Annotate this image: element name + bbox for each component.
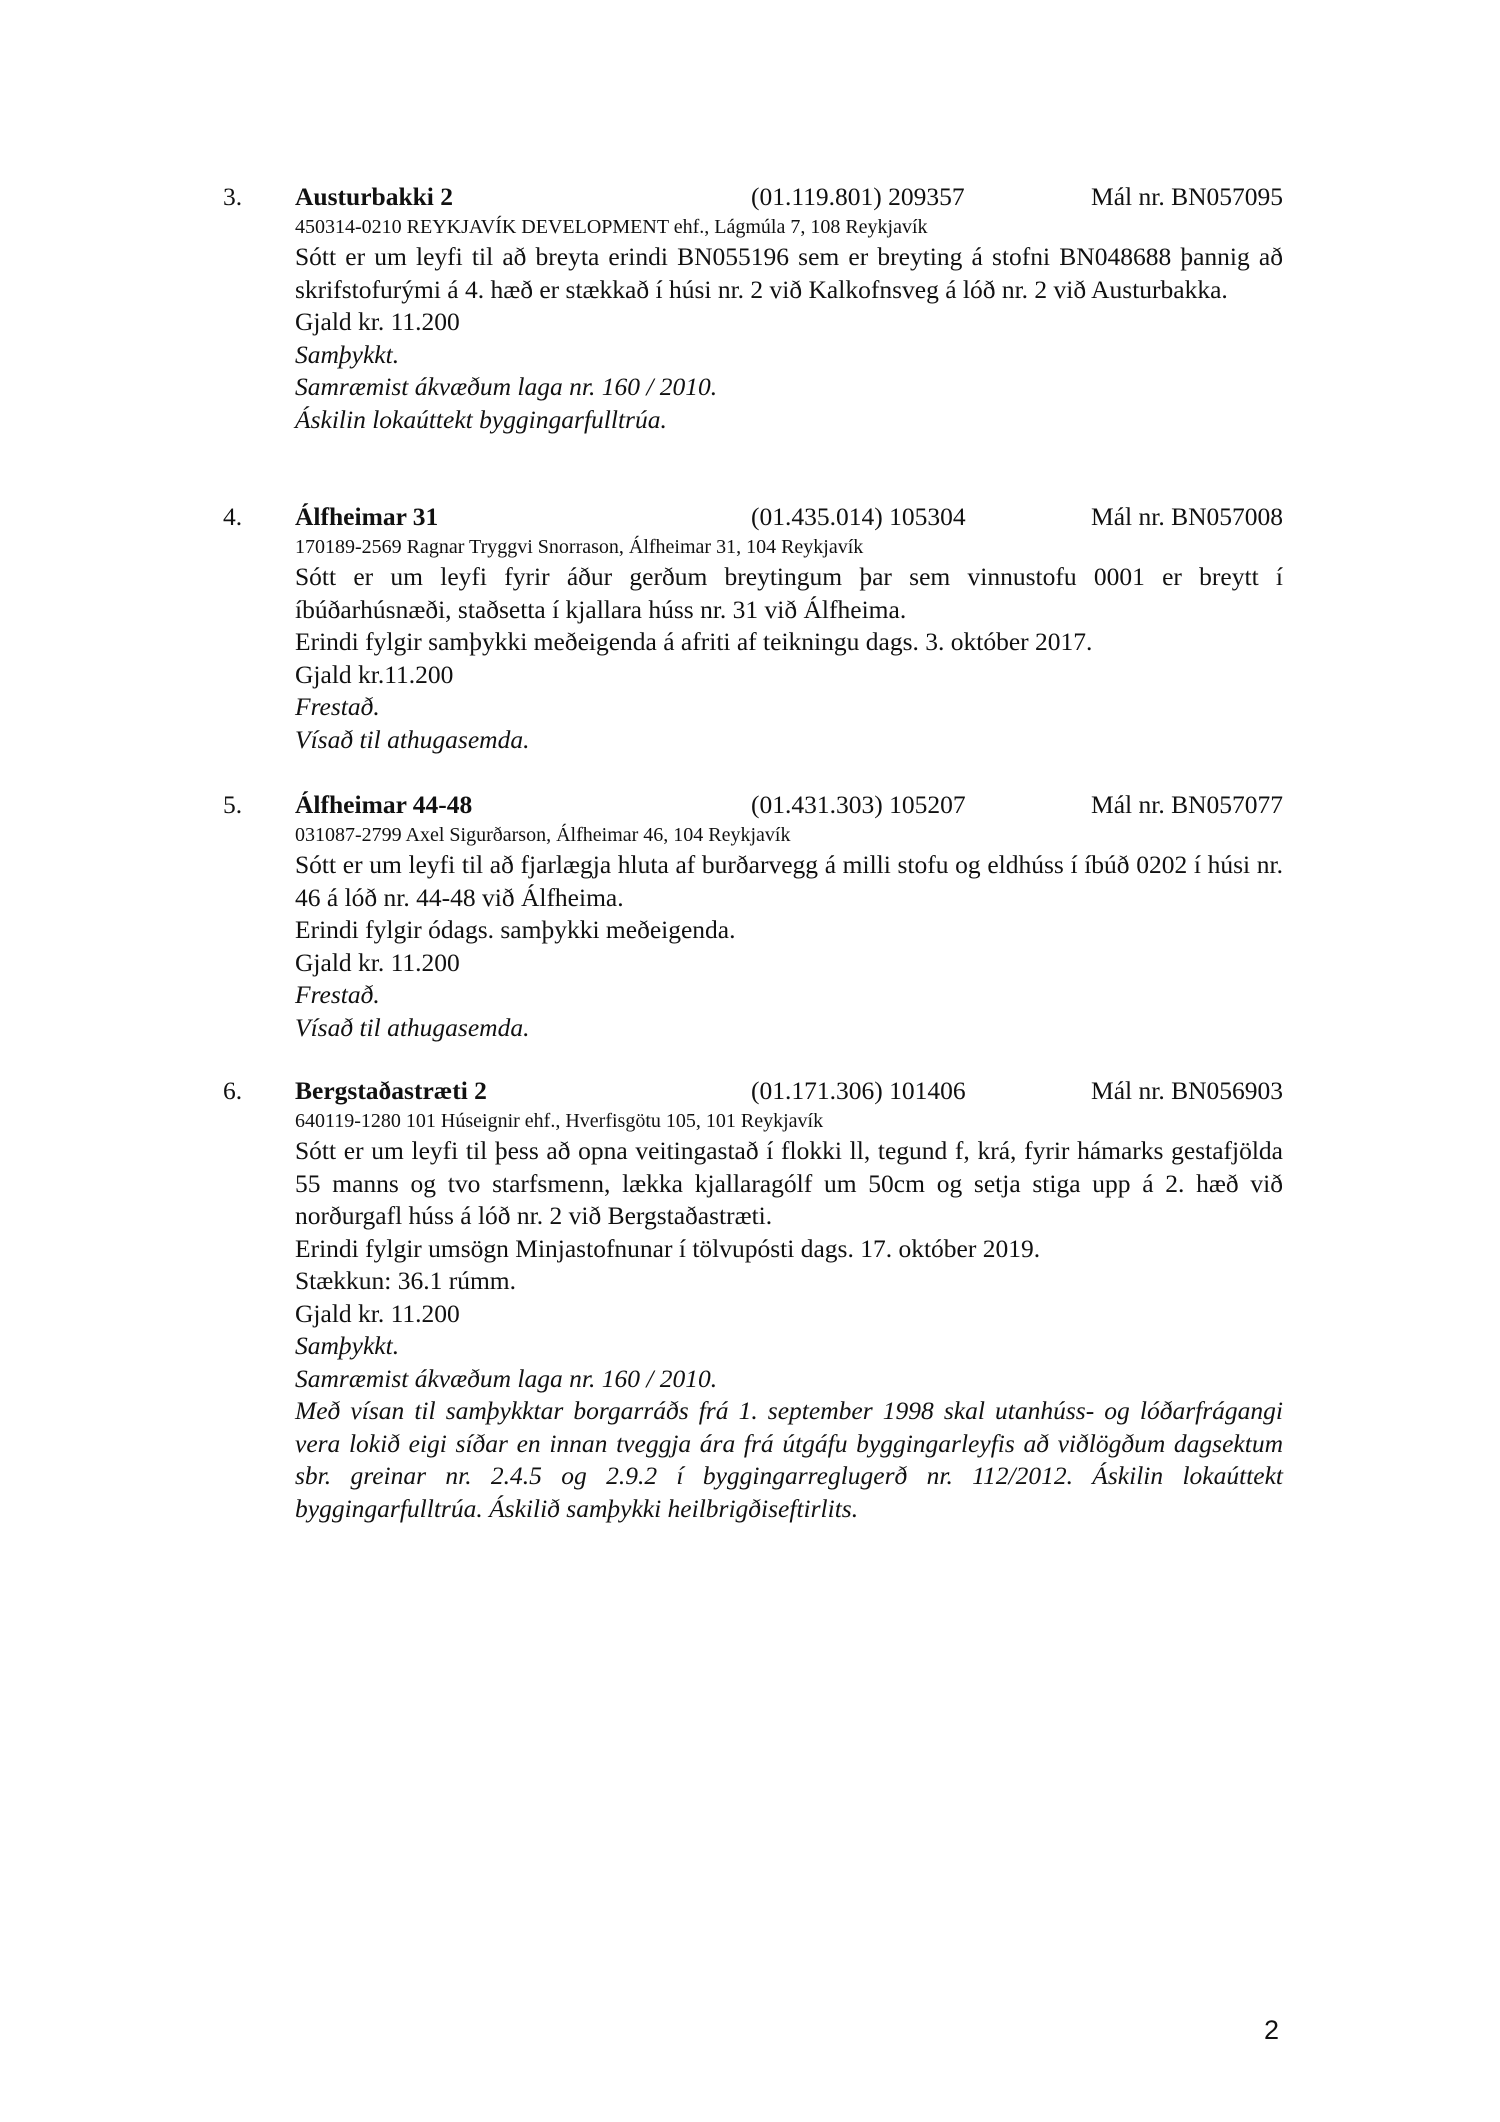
case-entry: [223, 1075, 1283, 1525]
case-reference: Mál nr. BN056903: [1091, 1076, 1283, 1105]
applicant-line: 640119-1280 101 Húseignir ehf., Hverfisgötu 105, 101 Reykjavík: [295, 1110, 824, 1132]
property-address: Austurbakki 2: [295, 182, 454, 211]
decision-line: Samþykkt.: [295, 339, 400, 369]
fee-line: Gjald kr. 11.200: [295, 947, 460, 977]
case-body: [295, 821, 1283, 1044]
case-entry: [223, 501, 1283, 756]
note-line: Erindi fylgir ódags. samþykki meðeigenda.: [295, 915, 736, 944]
note-line: Stækkun: 36.1 rúmm.: [295, 1266, 517, 1295]
fee-line: Gjald kr.11.200: [295, 659, 454, 689]
case-description: Sótt er um leyfi fyrir áður gerðum breytingum þar sem vinnustofu 0001 er breytt í íbúðarhúsnæði, staðsetta í kjallara húss nr. 31 við Álfheima.: [295, 562, 1283, 624]
note-line: Erindi fylgir samþykki meðeigenda á afriti af teikningu dags. 3. október 2017.: [295, 627, 1093, 656]
case-number: 4.: [223, 502, 243, 531]
fee-line: Gjald kr. 11.200: [295, 307, 460, 336]
case-reference: Mál nr. BN057095: [1091, 182, 1283, 211]
case-entry: [223, 789, 1283, 1044]
case-header: [223, 789, 1283, 821]
case-entry: [223, 181, 1283, 436]
case-body: [295, 533, 1283, 756]
note-line: Erindi fylgir umsögn Minjastofnunar í tölvupósti dags. 17. október 2019.: [295, 1233, 1041, 1263]
lot-number: (01.435.014) 105304: [751, 502, 966, 531]
case-reference: Mál nr. BN057077: [1091, 790, 1283, 819]
remark-line: Samræmist ákvæðum laga nr. 160 / 2010.: [295, 372, 718, 401]
case-number: 6.: [223, 1076, 243, 1105]
decision-line: Frestað.: [295, 692, 380, 721]
remark-line: Samræmist ákvæðum laga nr. 160 / 2010.: [295, 1363, 718, 1393]
lot-number: (01.119.801) 209357: [751, 182, 965, 211]
case-description: Sótt er um leyfi til að breyta erindi BN055196 sem er breyting á stofni BN048688 þannig að skrifstofurými á 4. hæð er stækkað í húsi nr. 2 við Kalkofnsveg á lóð nr. 2 við Austurbakka.: [295, 242, 1283, 304]
page-number: 2: [1264, 2015, 1280, 2045]
case-number: 3.: [223, 182, 243, 211]
case-reference: Mál nr. BN057008: [1091, 502, 1283, 531]
property-address: Bergstaðastræti 2: [295, 1076, 487, 1105]
case-description: Sótt er um leyfi til þess að opna veitingastað í flokki ll, tegund f, krá, fyrir hámarks gestafjölda 55 manns og tvo starfsmenn, lækka kjallaragólf um 50cm og setja stiga upp á 2. hæð við norðurgafl húss á lóð nr. 2 við Bergstaðastræti.: [295, 1136, 1283, 1230]
remark-line: Áskilin lokaúttekt byggingarfulltrúa.: [295, 404, 667, 434]
lot-number: (01.431.303) 105207: [751, 790, 966, 819]
case-header: [223, 501, 1283, 533]
decision-line: Frestað.: [295, 980, 380, 1009]
lot-number: (01.171.306) 101406: [751, 1076, 966, 1105]
case-body: [295, 213, 1283, 436]
case-header: [223, 181, 1283, 213]
decision-line: Samþykkt.: [295, 1331, 400, 1360]
remark-line: Vísað til athugasemda.: [295, 1012, 530, 1042]
property-address: Álfheimar 44-48: [295, 790, 473, 819]
applicant-line: 170189-2569 Ragnar Tryggvi Snorrason, Álfheimar 31, 104 Reykjavík: [295, 536, 864, 558]
case-description: Sótt er um leyfi til að fjarlægja hluta af burðarvegg á milli stofu og eldhúss í íbúð 0202 í húsi nr. 46 á lóð nr. 44-48 við Álfheima.: [295, 850, 1283, 912]
fee-line: Gjald kr. 11.200: [295, 1298, 460, 1328]
remark-paragraph: Með vísan til samþykktar borgarráðs frá 1. september 1998 skal utanhúss- og lóðarfrágangi vera lokið eigi síðar en innan tveggja ára frá útgáfu byggingarleyfis að viðlögðum dagsektum sbr. greinar nr. 2.4.5 og 2.9.2 í byggingarreglugerð nr. 112/2012. Áskilin lokaúttekt byggingarfulltrúa. Áskilið samþykki heilbrigðiseftirlits.: [295, 1396, 1283, 1523]
remark-line: Vísað til athugasemda.: [295, 724, 530, 754]
case-number: 5.: [223, 790, 243, 819]
case-body: [295, 1107, 1283, 1525]
applicant-line: 450314-0210 REYKJAVÍK DEVELOPMENT ehf., Lágmúla 7, 108 Reykjavík: [295, 216, 928, 238]
property-address: Álfheimar 31: [295, 502, 439, 531]
applicant-line: 031087-2799 Axel Sigurðarson, Álfheimar 46, 104 Reykjavík: [295, 824, 791, 846]
case-header: [223, 1075, 1283, 1107]
